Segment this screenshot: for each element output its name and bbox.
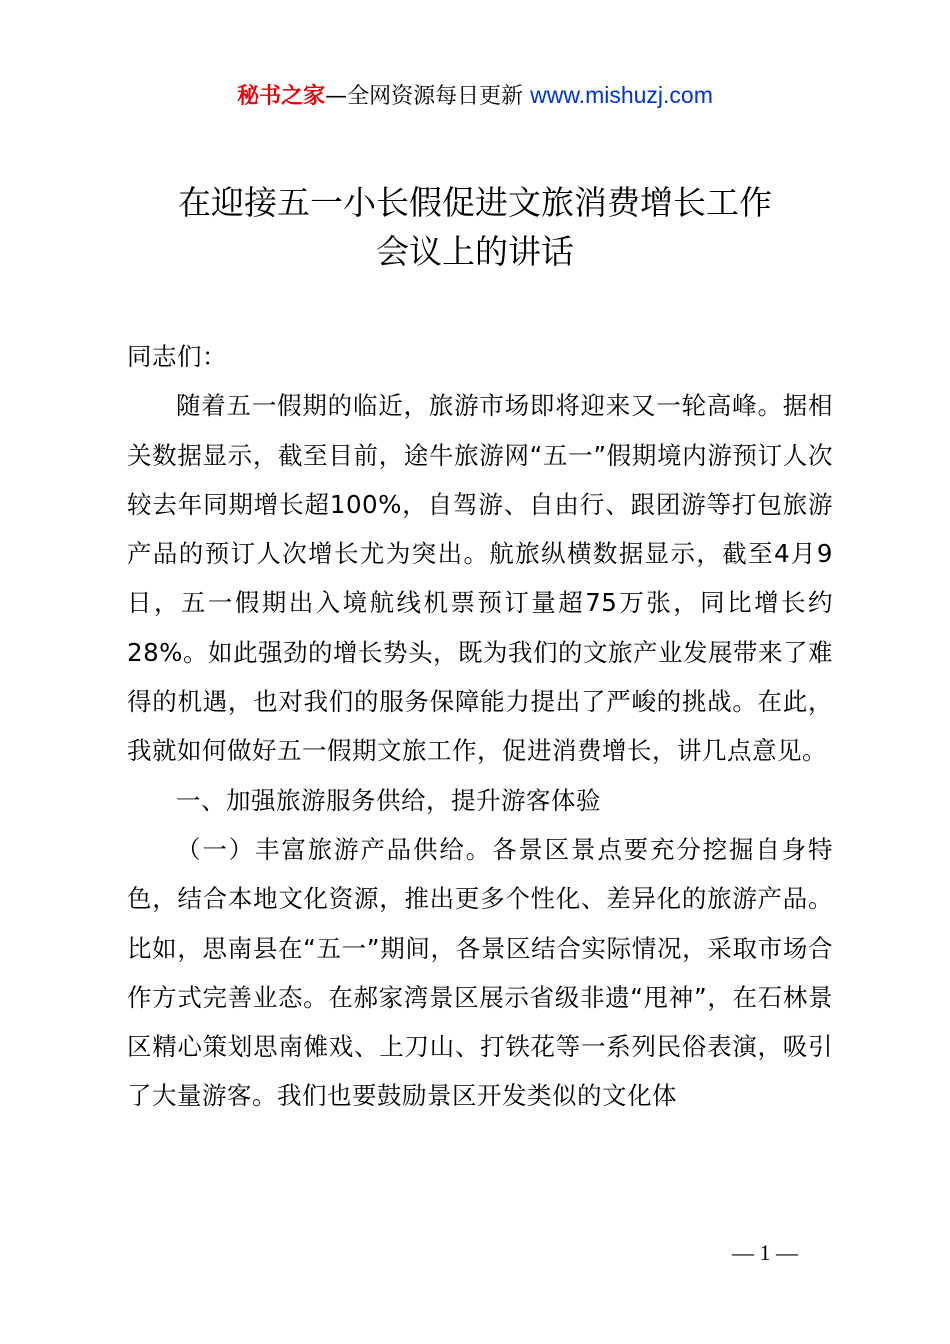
site-brand: 秘书之家: [237, 84, 326, 109]
section-heading-1: 一、加强旅游服务供给，提升游客体验: [176, 785, 601, 815]
site-slogan: —全网资源每日更新: [325, 84, 524, 109]
paragraph-subsection-1: （一）丰富旅游产品供给。各景区景点要充分挖掘自身特色，结合本地文化资源，推出更多个性化、差异化的旅游产品。比如，思南县在“五一”期间，各景区结合实际情况，采取市场合作方式完善业态。在郝家湾景区展示省级非遗“甩神”，在石林景区精心策划思南傩戏、上刀山、打铁花等一系列民俗表演，吸引了大量游客。我们也要鼓励景区开发类似的文化体: [127, 834, 833, 1111]
document-body: [127, 332, 833, 1121]
page-number: — 1 —: [732, 1240, 798, 1265]
title-line-2: 会议上的讲话: [376, 232, 574, 271]
site-header: [0, 80, 950, 112]
title-line-1: 在迎接五一小长假促进文旅消费增长工作: [178, 183, 772, 222]
salutation: 同志们：: [127, 342, 227, 371]
paragraph-intro: 随着五一假期的临近，旅游市场即将迎来又一轮高峰。据相关数据显示，截至目前，途牛旅游网“五一”假期境内游预订人次较去年同期增长超100%，自驾游、自由行、跟团游等打包旅游产品的预订人次增长尤为突出。航旅纵横数据显示，截至4月9日，五一假期出入境航线机票预订量超75万张，同比增长约28%。如此强劲的增长势头，既为我们的文旅产业发展带来了难得的机遇，也对我们的服务保障能力提出了严峻的挑战。在此，我就如何做好五一假期文旅工作，促进消费增长，讲几点意见。: [127, 391, 833, 766]
site-url-link[interactable]: www.mishuzj.com: [530, 82, 713, 108]
document-title: [0, 178, 950, 276]
